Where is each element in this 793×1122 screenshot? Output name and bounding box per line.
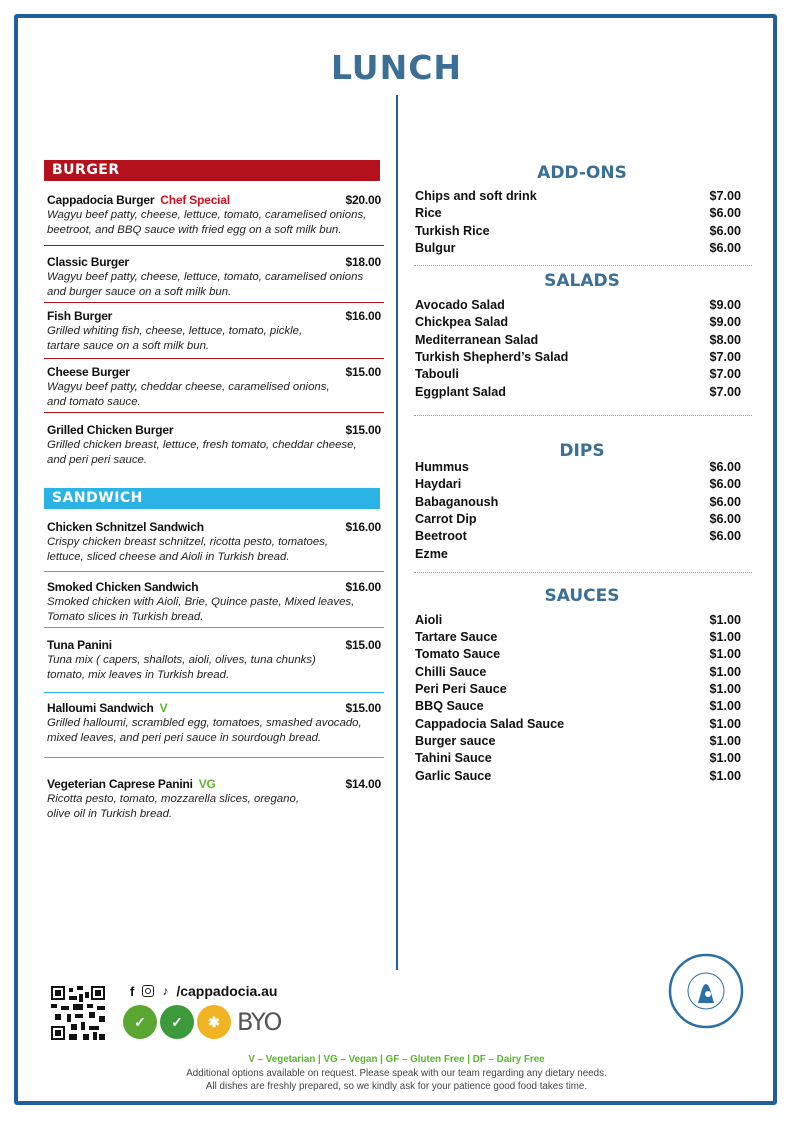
dietary-badges bbox=[123, 1005, 281, 1039]
item-desc: Grilled halloumi, scrambled egg, tomatoes, smashed avocado, mixed leaves, and peri peri sauce in sourdough bread. bbox=[47, 717, 362, 744]
menu-item bbox=[47, 423, 381, 468]
item-price: $15.00 bbox=[345, 365, 381, 379]
item-desc: Tuna mix ( capers, shallots, aioli, olives, tuna chunks) tomato, mix leaves in Turkish bread. bbox=[47, 654, 316, 681]
item-name: Halloumi Sandwich V bbox=[47, 701, 168, 715]
addon-row: Turkish Rice $6.00 bbox=[415, 224, 741, 238]
item-desc: Wagyu beef patty, cheese, lettuce, tomato, caramelised onions and burger sauce on a soft milk bun. bbox=[47, 271, 364, 298]
item-desc: Ricotta pesto, tomato, mozzarella slices, oregano, olive oil in Turkish bread. bbox=[47, 793, 299, 820]
facebook-icon[interactable]: f bbox=[130, 983, 135, 999]
addons-heading: ADD-ONS bbox=[537, 163, 627, 183]
dips-heading: DIPS bbox=[559, 441, 605, 461]
separator bbox=[44, 692, 384, 693]
dietary-note: Additional options available on request. Please speak with our team regarding any dietary needs. bbox=[186, 1068, 607, 1079]
item-name: Cheese Burger bbox=[47, 365, 130, 379]
item-name: Grilled Chicken Burger bbox=[47, 423, 174, 437]
salads-heading: SALADS bbox=[544, 271, 620, 291]
vegan-badge-icon: ✓ bbox=[123, 1005, 157, 1039]
byo-label: BYO bbox=[237, 1008, 282, 1036]
item-desc: Grilled whiting fish, cheese, lettuce, tomato, pickle, tartare sauce on a soft milk bun. bbox=[47, 325, 303, 352]
menu-item bbox=[47, 520, 381, 565]
dip-row: Haydari $6.00 bbox=[415, 477, 741, 491]
separator bbox=[44, 302, 384, 303]
sauce-row: Cappadocia Salad Sauce $1.00 bbox=[415, 717, 741, 731]
sauce-row: Garlic Sauce $1.00 bbox=[415, 769, 741, 783]
dip-row: Ezme bbox=[415, 547, 448, 561]
sauce-row: Tartare Sauce $1.00 bbox=[415, 630, 741, 644]
instagram-icon[interactable] bbox=[142, 985, 154, 997]
menu-item bbox=[47, 255, 381, 300]
page-title: LUNCH bbox=[330, 48, 463, 87]
separator bbox=[414, 415, 752, 416]
sauce-row: Tahini Sauce $1.00 bbox=[415, 751, 741, 765]
tiktok-icon[interactable]: ♪ bbox=[162, 984, 169, 998]
vegetarian-tag: V bbox=[159, 701, 168, 715]
item-name: Classic Burger bbox=[47, 255, 129, 269]
social-handle[interactable]: /cappadocia.au bbox=[176, 983, 278, 999]
social-links bbox=[130, 983, 278, 999]
separator bbox=[414, 265, 752, 266]
item-desc: Wagyu beef patty, cheddar cheese, caramelised onions, and tomato sauce. bbox=[47, 381, 330, 408]
separator bbox=[44, 757, 384, 758]
menu-item bbox=[47, 365, 381, 410]
menu-item bbox=[47, 638, 381, 683]
item-name: Vegeterian Caprese Panini VG bbox=[47, 777, 216, 791]
separator bbox=[44, 571, 384, 572]
dip-row: Carrot Dip $6.00 bbox=[415, 512, 741, 526]
item-desc: Wagyu beef patty, cheese, lettuce, tomato, caramelised onions, beetroot, and BBQ sauce with fried egg on a soft milk bun. bbox=[47, 209, 367, 236]
qr-code-icon[interactable] bbox=[51, 986, 105, 1040]
item-name: Cappadocia Burger Chef Special bbox=[47, 193, 230, 207]
separator bbox=[44, 412, 384, 413]
sauce-row: Peri Peri Sauce $1.00 bbox=[415, 682, 741, 696]
sauce-row: Chilli Sauce $1.00 bbox=[415, 665, 741, 679]
menu-item bbox=[47, 309, 381, 354]
item-name: Smoked Chicken Sandwich bbox=[47, 580, 199, 594]
separator bbox=[44, 627, 384, 628]
column-divider bbox=[396, 95, 398, 970]
item-price: $15.00 bbox=[345, 638, 381, 652]
vegan-tag: VG bbox=[198, 777, 216, 791]
salad-row: Avocado Salad $9.00 bbox=[415, 298, 741, 312]
dip-row: Beetroot $6.00 bbox=[415, 529, 741, 543]
salad-row: Eggplant Salad $7.00 bbox=[415, 385, 741, 399]
sauces-heading: SAUCES bbox=[544, 586, 620, 606]
item-price: $15.00 bbox=[345, 423, 381, 437]
salad-row: Turkish Shepherd’s Salad $7.00 bbox=[415, 350, 741, 364]
item-desc: Smoked chicken with Aioli, Brie, Quince paste, Mixed leaves, Tomato slices in Turkish bread. bbox=[47, 596, 355, 623]
salad-row: Chickpea Salad $9.00 bbox=[415, 315, 741, 329]
item-name: Chicken Schnitzel Sandwich bbox=[47, 520, 204, 534]
item-price: $16.00 bbox=[345, 309, 381, 323]
item-price: $20.00 bbox=[345, 193, 381, 207]
chef-special-tag: Chef Special bbox=[160, 193, 230, 207]
sauce-row: Tomato Sauce $1.00 bbox=[415, 647, 741, 661]
dip-row: Hummus $6.00 bbox=[415, 460, 741, 474]
sauce-row: Aioli $1.00 bbox=[415, 613, 741, 627]
item-desc: Grilled chicken breast, lettuce, fresh tomato, cheddar cheese, and peri peri sauce. bbox=[47, 439, 357, 466]
sauce-row: Burger sauce $1.00 bbox=[415, 734, 741, 748]
burger-heading: BURGER bbox=[44, 160, 380, 181]
vegetarian-badge-icon: ✓ bbox=[160, 1005, 194, 1039]
item-price: $16.00 bbox=[345, 520, 381, 534]
separator bbox=[44, 358, 384, 359]
item-name: Fish Burger bbox=[47, 309, 113, 323]
salad-row: Mediterranean Salad $8.00 bbox=[415, 333, 741, 347]
sandwich-heading: SANDWICH bbox=[44, 488, 380, 509]
menu-item bbox=[47, 701, 381, 746]
cappadocia-logo-icon bbox=[668, 953, 744, 1029]
item-price: $14.00 bbox=[345, 777, 381, 791]
item-price: $18.00 bbox=[345, 255, 381, 269]
menu-item bbox=[47, 777, 381, 822]
addon-row: Bulgur $6.00 bbox=[415, 241, 741, 255]
item-price: $16.00 bbox=[345, 580, 381, 594]
item-price: $15.00 bbox=[345, 701, 381, 715]
separator bbox=[414, 572, 752, 573]
separator bbox=[44, 245, 384, 246]
menu-item bbox=[47, 580, 381, 625]
item-name: Tuna Panini bbox=[47, 638, 112, 652]
kitchen-note: All dishes are freshly prepared, so we kindly ask for your patience good food takes time. bbox=[205, 1081, 588, 1092]
item-desc: Crispy chicken breast schnitzel, ricotta pesto, tomatoes, lettuce, sliced cheese and Aioli in Turkish bread. bbox=[47, 536, 329, 563]
addon-row: Rice $6.00 bbox=[415, 206, 741, 220]
addon-row: Chips and soft drink $7.00 bbox=[415, 189, 741, 203]
salad-row: Tabouli $7.00 bbox=[415, 367, 741, 381]
dip-row: Babaganoush $6.00 bbox=[415, 495, 741, 509]
dietary-legend: V – Vegetarian | VG – Vegan | GF – Gluten Free | DF – Dairy Free bbox=[248, 1054, 545, 1065]
sauce-row: BBQ Sauce $1.00 bbox=[415, 699, 741, 713]
gluten-free-badge-icon: ✱ bbox=[197, 1005, 231, 1039]
menu-item bbox=[47, 193, 381, 238]
